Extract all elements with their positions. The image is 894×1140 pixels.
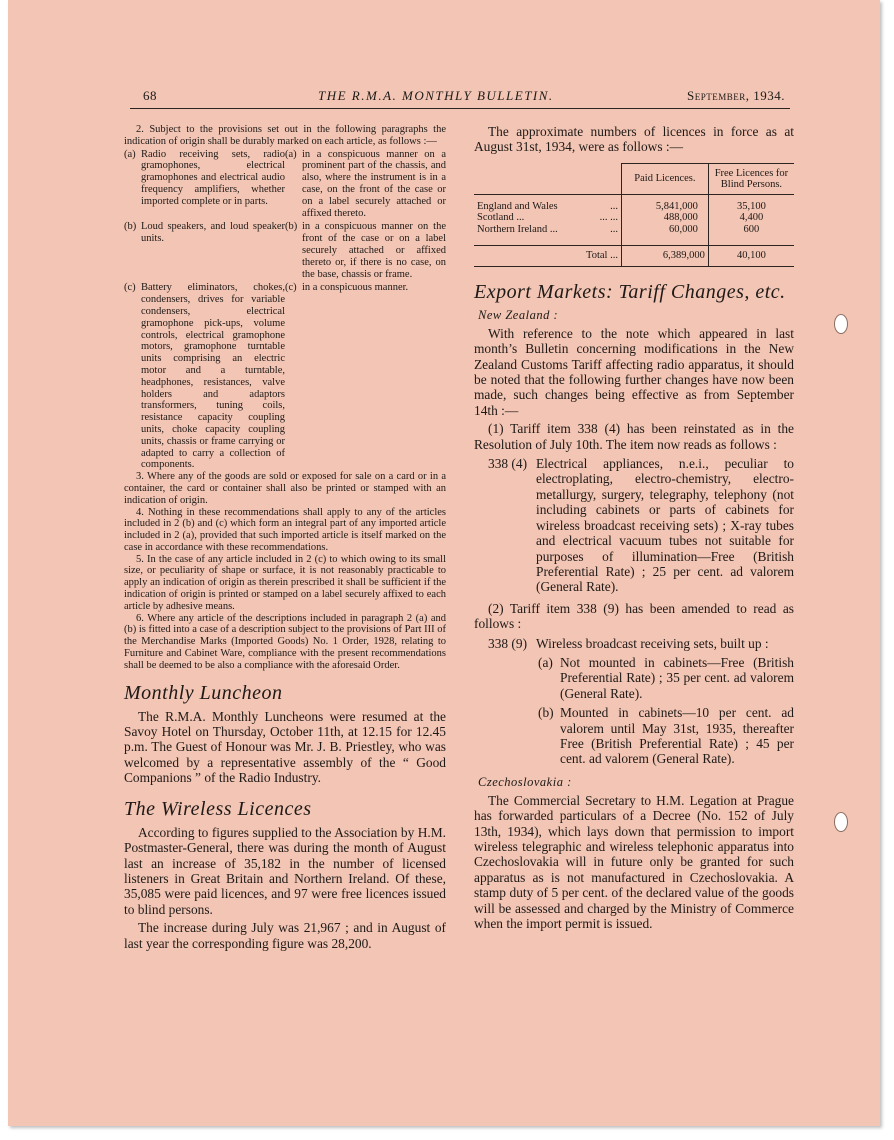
subitem-label: (b): [538, 705, 554, 721]
region-name: Northern Ireland ...: [477, 223, 558, 235]
tariff-text: Wireless broadcast receiving sets, built up :: [536, 635, 769, 651]
item-label: (a): [124, 148, 136, 160]
issue-date: September, 1934.: [687, 88, 785, 103]
article-description: Radio receiving sets, radio gramophones, electrical gramophones and electrical audio frequency amplifiers, whether imported complete or in parts.: [141, 148, 285, 207]
total-paid: 6,389,000: [621, 246, 708, 267]
total-label: Total ...: [474, 246, 621, 267]
item-label: (a): [285, 148, 297, 160]
item-label: (c): [124, 282, 136, 294]
left-column: [124, 124, 446, 951]
item-label: (b): [124, 221, 137, 233]
tariff-code: 338 (9): [488, 635, 528, 651]
nz-item-2: (2) Tariff item 338 (9) has been amended to read as follows :: [474, 600, 794, 632]
licences-intro: The approximate numbers of licences in force as at August 31st, 1934, were as follows :—: [474, 124, 794, 155]
licences-text-1: According to figures supplied to the Association by H.M. Postmaster-General, there was during the month of August last an increase of 35,182 in the number of licensed listeners in Great Britain and Northern Ireland. Of these, 35,085 were paid licences, and 97 were free licences issued to blind persons.: [124, 824, 446, 917]
free-count: 600: [708, 224, 794, 236]
paragraph-2: 2. Subject to the provisions set out in the following paragraphs the indication of origin shall be durably marked on each article, as follows :—: [124, 124, 446, 147]
subitem-label: (a): [538, 654, 553, 670]
marking-requirement: in a conspicuous manner.: [302, 282, 409, 294]
table-row: [474, 212, 794, 224]
column-header-free: Free Licences for Blind Persons.: [708, 163, 794, 194]
paid-count: 488,000: [621, 212, 708, 224]
item-label: (c): [285, 282, 297, 294]
binder-hole: [834, 812, 848, 832]
paragraph-5: 5. In the case of any article included in 2 (c) to which owing to its small size, or peculiarity of shape or surface, it is not reasonably practicable to apply an indication of origin as therein prescribed it shall be sufficient if the indication of origin is printed or stamped on a label securely affixed to each article by adhesive means.: [124, 553, 446, 612]
cz-text: The Commercial Secretary to H.M. Legation at Prague has forwarded particulars of a Decree (No. 152 of July 13th, 1934), which lays down that permission to import wireless telegraphic and wireless telephonic apparatus into Czechoslovakia will in future only be granted for such apparatus as is not manufactured in Czechoslovakia. A stamp duty of 5 per cent. of the declared value of the goods will be assessed and charged by the Ministry of Commerce when the import permit is issued.: [474, 792, 794, 932]
origin-recommendations: [124, 124, 446, 148]
table-header-row: [474, 163, 794, 194]
leader-dots: ...: [610, 200, 618, 212]
free-count: 35,100: [708, 201, 794, 213]
tariff-text: Electrical appliances, n.e.i., peculiar to electroplating, electro-chemistry, electro-metallurgy, surgery, telegraphy, telephony (not including cabinets or parts of cabinets for wireless broadcast receiving sets) ; X-ray tubes and electrical vacuum tubes not suitable for purposes of illumination—Free (British Preferential Rate) ; 25 per cent. ad valorem (General Rate).: [536, 456, 794, 595]
country-label-cz: Czechoslovakia :: [478, 774, 572, 789]
total-free: 40,100: [708, 246, 794, 267]
luncheon-heading: Monthly Luncheon: [124, 681, 283, 704]
paragraph-4: 4. Nothing in these recommendations shall apply to any of the articles included in 2 (b) and (c) which form an integral part of any imported article included in 2 (a), provided that such imported article is itself marked on the case in accordance with these recommendations.: [124, 506, 446, 553]
leader-dots: ...: [610, 223, 618, 235]
marking-row-a: [124, 149, 446, 220]
nz-text: With reference to the note which appeared in last month’s Bulletin concerning modifications in the New Zealand Customs Tariff affecting radio apparatus, it should be noted that the following further changes have now been made, such changes being effective as from September 14th :—: [474, 325, 794, 418]
right-column: [474, 124, 794, 931]
leader-dots: ... ...: [599, 212, 618, 224]
subitem-text: Mounted in cabinets—10 per cent. ad valorem until May 31st, 1935, thereafter Free (British Preferential Rate) ; 45 per cent. ad valorem (General Rate).: [560, 705, 794, 767]
item-label: (b): [285, 221, 298, 233]
free-count: 4,400: [708, 212, 794, 224]
country-label-nz: New Zealand :: [478, 307, 559, 322]
paid-count: 5,841,000: [621, 201, 708, 213]
binder-hole: [834, 314, 848, 334]
luncheon-text: The R.M.A. Monthly Luncheons were resumed at the Savoy Hotel on Thursday, October 11th, at 12.15 for 12.45 p.m. The Guest of Honour was Mr. J. B. Priestley, who was welcomed by a representative assembly of the “ Good Companions ” of the Radio Industry.: [124, 708, 446, 786]
tariff-subitem-b: [538, 705, 794, 767]
region-name: Scotland ...: [477, 212, 525, 224]
table-row: [474, 201, 794, 213]
table-row: [474, 224, 794, 236]
page-number: 68: [143, 88, 157, 103]
licences-table: [474, 163, 794, 267]
article-description: Loud speakers, and loud speaker units.: [141, 221, 285, 245]
region-name: England and Wales: [477, 200, 558, 212]
tariff-item-338-4: [488, 456, 794, 595]
bulletin-title: THE R.M.A. MONTHLY BULLETIN.: [318, 88, 554, 103]
licences-heading: The Wireless Licences: [124, 797, 312, 820]
total-row: [474, 246, 794, 267]
marking-row-c: [124, 282, 446, 471]
article-description: Battery eliminators, chokes, condensers, drives for variable condensers, electrical gramophone pick-ups, volume controls, electrical gramophone motors, gramophone turntable units comprising an electric motor and a turntable, headphones, resistances, valve holders and adaptors transformers, tuning coils, resistance capacity coupling units, choke capacity coupling units, chassis or frame carrying or adapted to carry a collection of components.: [141, 282, 285, 471]
header-rule: [130, 108, 790, 109]
tariff-code: 338 (4): [488, 456, 528, 472]
column-header-paid: Paid Licences.: [621, 163, 708, 194]
paragraph-6: 6. Where any article of the descriptions included in paragraph 2 (a) and (b) is fitted into a case of a description subject to the provisions of Part III of the Merchandise Marks (Imported Goods) No. 1 Order, 1928, relating to Furniture and Cabinet Ware, compliance with the present recommendations shall be deemed to be also a compliance with the aforesaid Order.: [124, 612, 446, 671]
paid-count: 60,000: [621, 224, 708, 236]
marking-row-b: [124, 221, 446, 280]
running-header: [143, 88, 793, 108]
tariff-subitem-a: [538, 655, 794, 701]
tariff-item-338-9: [488, 636, 794, 651]
export-heading: Export Markets: Tariff Changes, etc.: [474, 280, 786, 303]
origin-recommendations-cont: [124, 471, 446, 672]
nz-item-1: (1) Tariff item 338 (4) has been reinstated as in the Resolution of July 10th. The item now reads as follows :: [474, 421, 794, 452]
paragraph-3: 3. Where any of the goods are sold or exposed for sale on a card or in a container, the card or container shall also be printed or stamped with an indication of origin.: [124, 471, 446, 506]
marking-requirement: in a conspicuous manner on the front of the case or on a label securely attached or affixed thereto or, if there is no case, on the base, chassis or frame.: [302, 221, 446, 280]
licences-text-2: The increase during July was 21,967 ; and in August of last year the corresponding figure was 28,200.: [124, 920, 446, 951]
subitem-text: Not mounted in cabinets—Free (British Preferential Rate) ; 35 per cent. ad valorem (General Rate).: [560, 654, 794, 701]
marking-requirement: in a conspicuous manner on a prominent part of the chassis, and also, where the instrument is in a case, on the front of the case or on a label securely attached or affixed thereto.: [302, 148, 446, 219]
